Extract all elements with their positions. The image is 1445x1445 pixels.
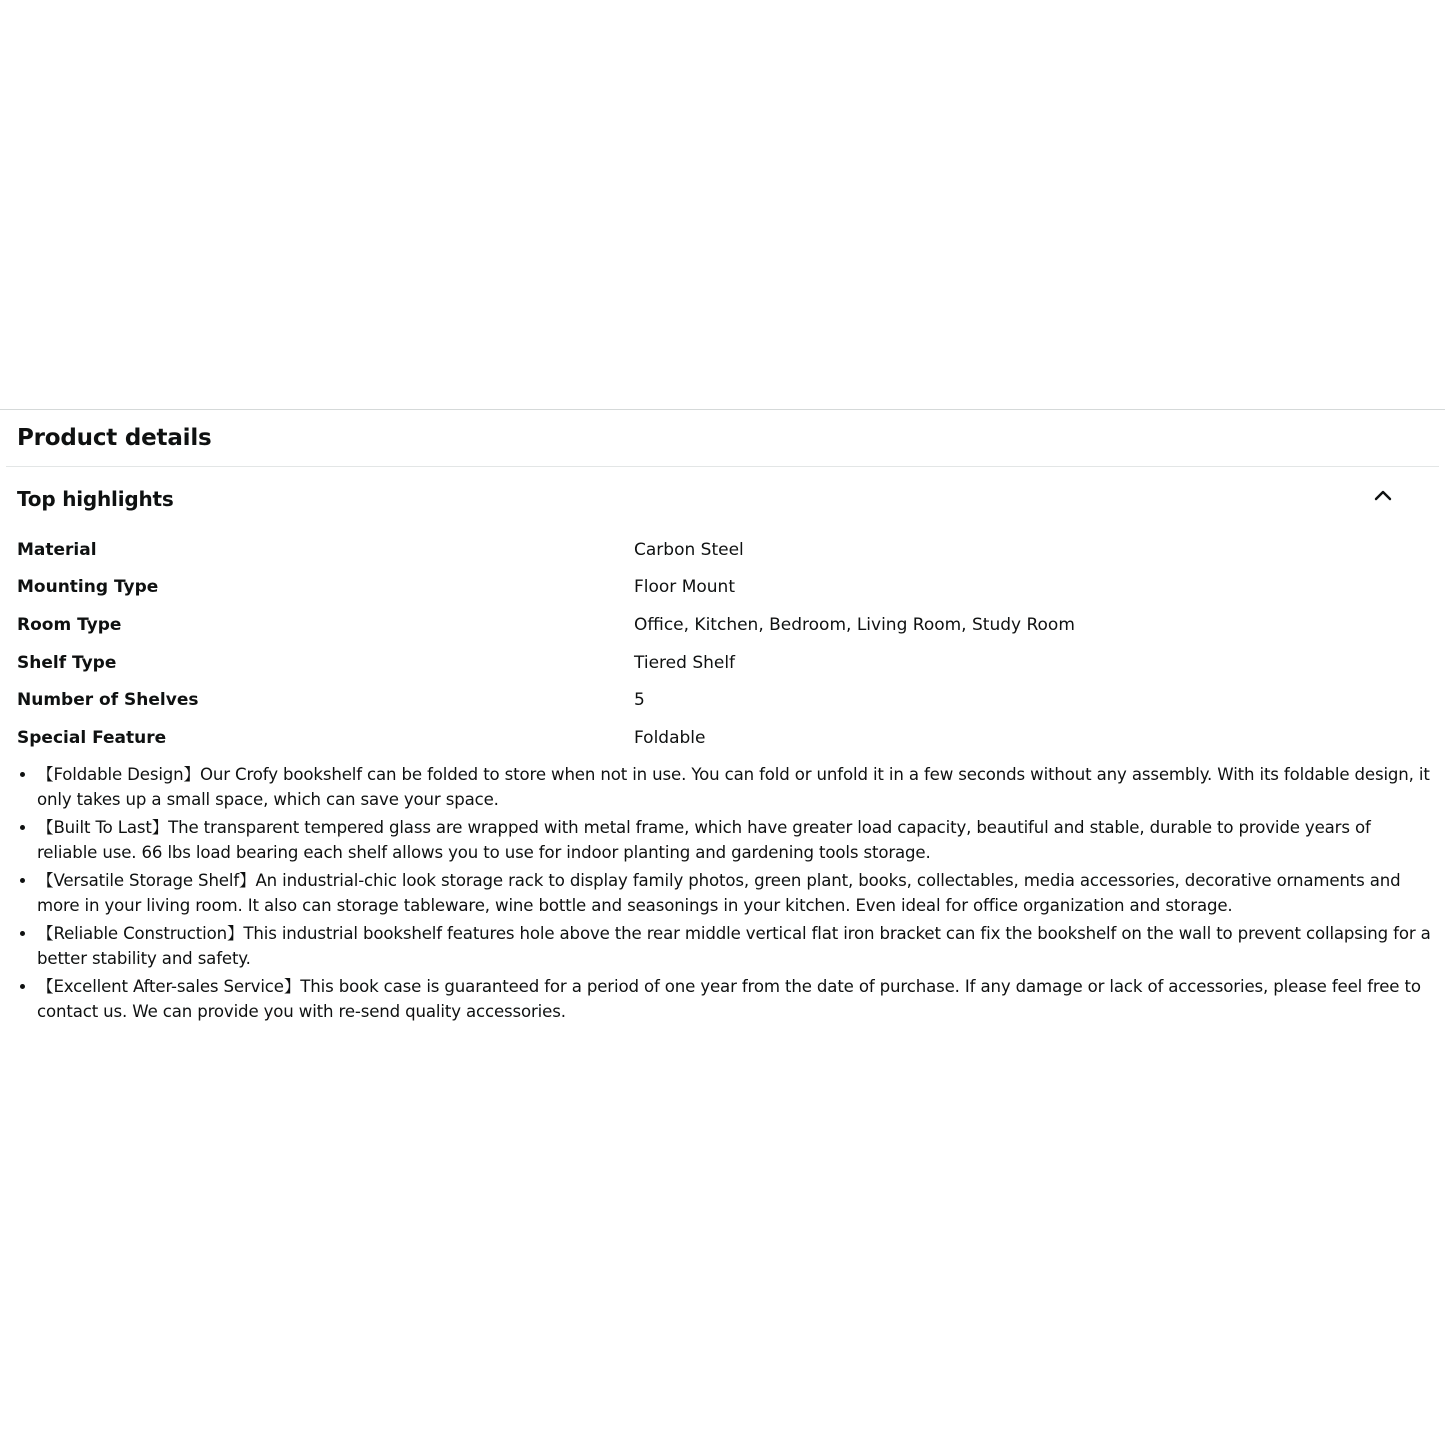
spec-value: Floor Mount bbox=[634, 577, 735, 598]
spec-value: Carbon Steel bbox=[634, 539, 744, 560]
feature-bullet: • 【Built To Last】The transparent tempered glass are wrapped with metal frame, which have greater load capacity, beautiful and stable, durable to provide years of reliable use. 66 lbs load bearing each shelf allows you to use for indoor planting and gardening tools storage. bbox=[37, 816, 1432, 865]
spec-value: Foldable bbox=[634, 727, 706, 748]
spec-value: 5 bbox=[634, 690, 645, 711]
feature-bullet: • 【Reliable Construction】This industrial bookshelf features hole above the rear middle vertical flat iron bracket can fix the bookshelf on the wall to prevent collapsing for a better stability and safety. bbox=[37, 922, 1432, 971]
spec-label: Mounting Type bbox=[17, 577, 159, 598]
spec-row-number-of-shelves bbox=[17, 681, 1075, 719]
spec-row-mounting-type bbox=[17, 569, 1075, 607]
spec-label: Special Feature bbox=[17, 727, 167, 748]
spec-value: Tiered Shelf bbox=[634, 652, 736, 673]
chevron-up-icon-graphic bbox=[1372, 484, 1394, 506]
feature-bullet: • 【Excellent After-sales Service】This book case is guaranteed for a period of one year from the date of purchase. If any damage or lack of accessories, please feel free to contact us. We can provide you with re-send quality accessories. bbox=[37, 975, 1432, 1024]
product-details-title: Product details bbox=[17, 425, 212, 451]
spec-label: Shelf Type bbox=[17, 652, 117, 673]
spec-row-special-feature bbox=[17, 719, 1075, 757]
feature-bullet: • 【Foldable Design】Our Crofy bookshelf can be folded to store when not in use. You can fold or unfold it in a few seconds without any assembly. With its foldable design, it only takes up a small space, which can save your space. bbox=[37, 763, 1432, 812]
chevron-up-icon[interactable] bbox=[1372, 484, 1394, 506]
feature-bullet: • 【Versatile Storage Shelf】An industrial-chic look storage rack to display family photos, green plant, books, collectables, media accessories, decorative ornaments and more in your living room. It also can storage tableware, wine bottle and seasonings in your kitchen. Even ideal for office organization and storage. bbox=[37, 869, 1432, 918]
spec-label: Material bbox=[17, 539, 97, 560]
spec-row-material bbox=[17, 531, 1075, 569]
specs-table bbox=[17, 531, 1075, 757]
spec-row-shelf-type bbox=[17, 644, 1075, 682]
spec-row-room-type bbox=[17, 606, 1075, 644]
top-highlights-expander[interactable] bbox=[0, 467, 1445, 529]
feature-bullets bbox=[17, 763, 1432, 1028]
spec-label: Number of Shelves bbox=[17, 690, 199, 711]
spec-label: Room Type bbox=[17, 614, 122, 635]
top-highlights-heading: Top highlights bbox=[17, 487, 174, 511]
spec-value: Office, Kitchen, Bedroom, Living Room, Study Room bbox=[634, 614, 1075, 635]
product-details-section bbox=[0, 409, 1445, 1021]
blank-area bbox=[0, 0, 1445, 409]
